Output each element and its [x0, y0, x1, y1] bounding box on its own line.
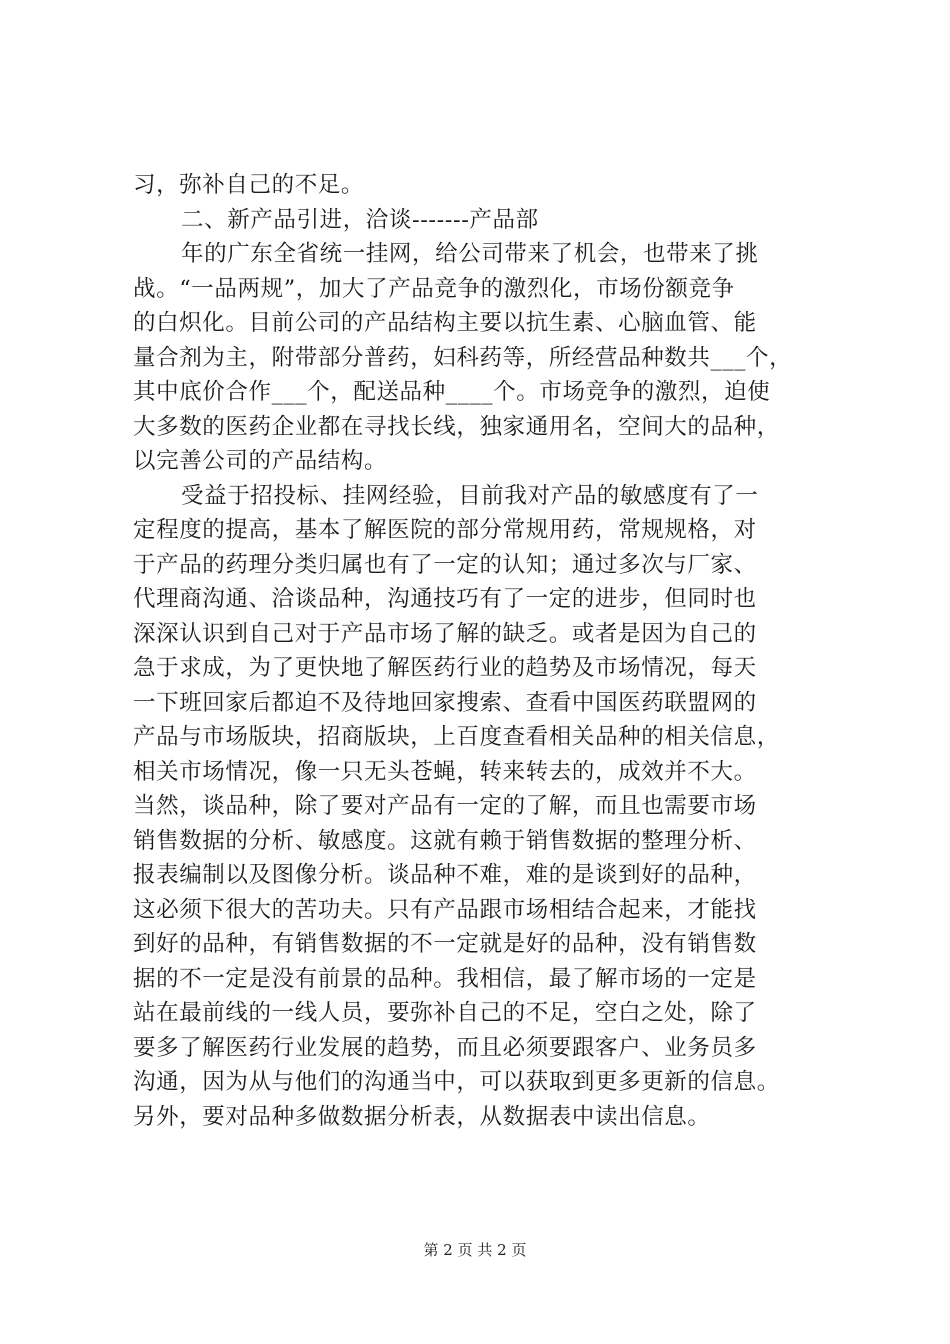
text-line: 二、新产品引进，洽谈-------产品部	[181, 206, 539, 233]
text-line: 一下班回家后都迫不及待地回家搜索、查看中国医药联盟网的	[133, 689, 757, 716]
text-line: 定程度的提高，基本了解医院的部分常规用药，常规规格，对	[133, 517, 757, 543]
page-footer: 第 2 页 共 2 页	[423, 1241, 527, 1259]
text-line: 战。“一品两规”，加大了产品竞争的激烈化，市场份额竞争	[133, 275, 735, 302]
text-line: 产品与市场版块，招商版块，上百度查看相关品种的相关信息，	[133, 724, 780, 750]
text-line: 另外，要对品种多做数据分析表，从数据表中读出信息。	[133, 1103, 711, 1130]
text-line: 相关市场情况，像一只无头苍蝇，转来转去的，成效并不大。	[133, 758, 757, 785]
text-line: 要多了解医药行业发展的趋势，而且必须要跟客户、业务员多	[133, 1034, 757, 1061]
text-line: 销售数据的分析、敏感度。这就有赖于销售数据的整理分析、	[133, 827, 757, 854]
text-line: 受益于招投标、挂网经验，目前我对产品的敏感度有了一	[181, 482, 759, 509]
text-line: 以完善公司的产品结构。	[133, 448, 388, 474]
text-line: 代理商沟通、洽谈品种，沟通技巧有了一定的进步，但同时也	[133, 586, 757, 612]
text-line: 其中底价合作___个，配送品种____个。市场竞争的激烈，迫使	[133, 379, 771, 405]
text-line: 年的广东全省统一挂网，给公司带来了机会，也带来了挑	[181, 241, 759, 267]
text-line: 量合剂为主，附带部分普药，妇科药等，所经营品种数共___个，	[133, 344, 793, 371]
text-line: 深深认识到自己对于产品市场了解的缺乏。或者是因为自己的	[133, 620, 757, 647]
text-line: 到好的品种，有销售数据的不一定就是好的品种，没有销售数	[133, 931, 757, 957]
text-line: 急于求成，为了更快地了解医药行业的趋势及市场情况，每天	[133, 655, 757, 681]
text-line: 这必须下很大的苦功夫。只有产品跟市场相结合起来，才能找	[133, 896, 757, 923]
text-line: 大多数的医药企业都在寻找长线，独家通用名，空间大的品种，	[133, 413, 780, 440]
text-line: 据的不一定是没有前景的品种。我相信，最了解市场的一定是	[133, 965, 757, 992]
document-body	[133, 168, 833, 1134]
text-line: 报表编制以及图像分析。谈品种不难，难的是谈到好的品种，	[133, 862, 757, 888]
text-line: 于产品的药理分类归属也有了一定的认知；通过多次与厂家、	[133, 551, 757, 578]
text-line: 的白炽化。目前公司的产品结构主要以抗生素、心脑血管、能	[133, 310, 757, 336]
text-line: 站在最前线的一线人员，要弥补自己的不足，空白之处，除了	[133, 1000, 757, 1026]
text-line: 习，弥补自己的不足。	[133, 172, 365, 198]
text-line: 当然，谈品种，除了要对产品有一定的了解，而且也需要市场	[133, 793, 757, 819]
text-line: 沟通，因为从与他们的沟通当中，可以获取到更多更新的信息。	[133, 1069, 780, 1095]
